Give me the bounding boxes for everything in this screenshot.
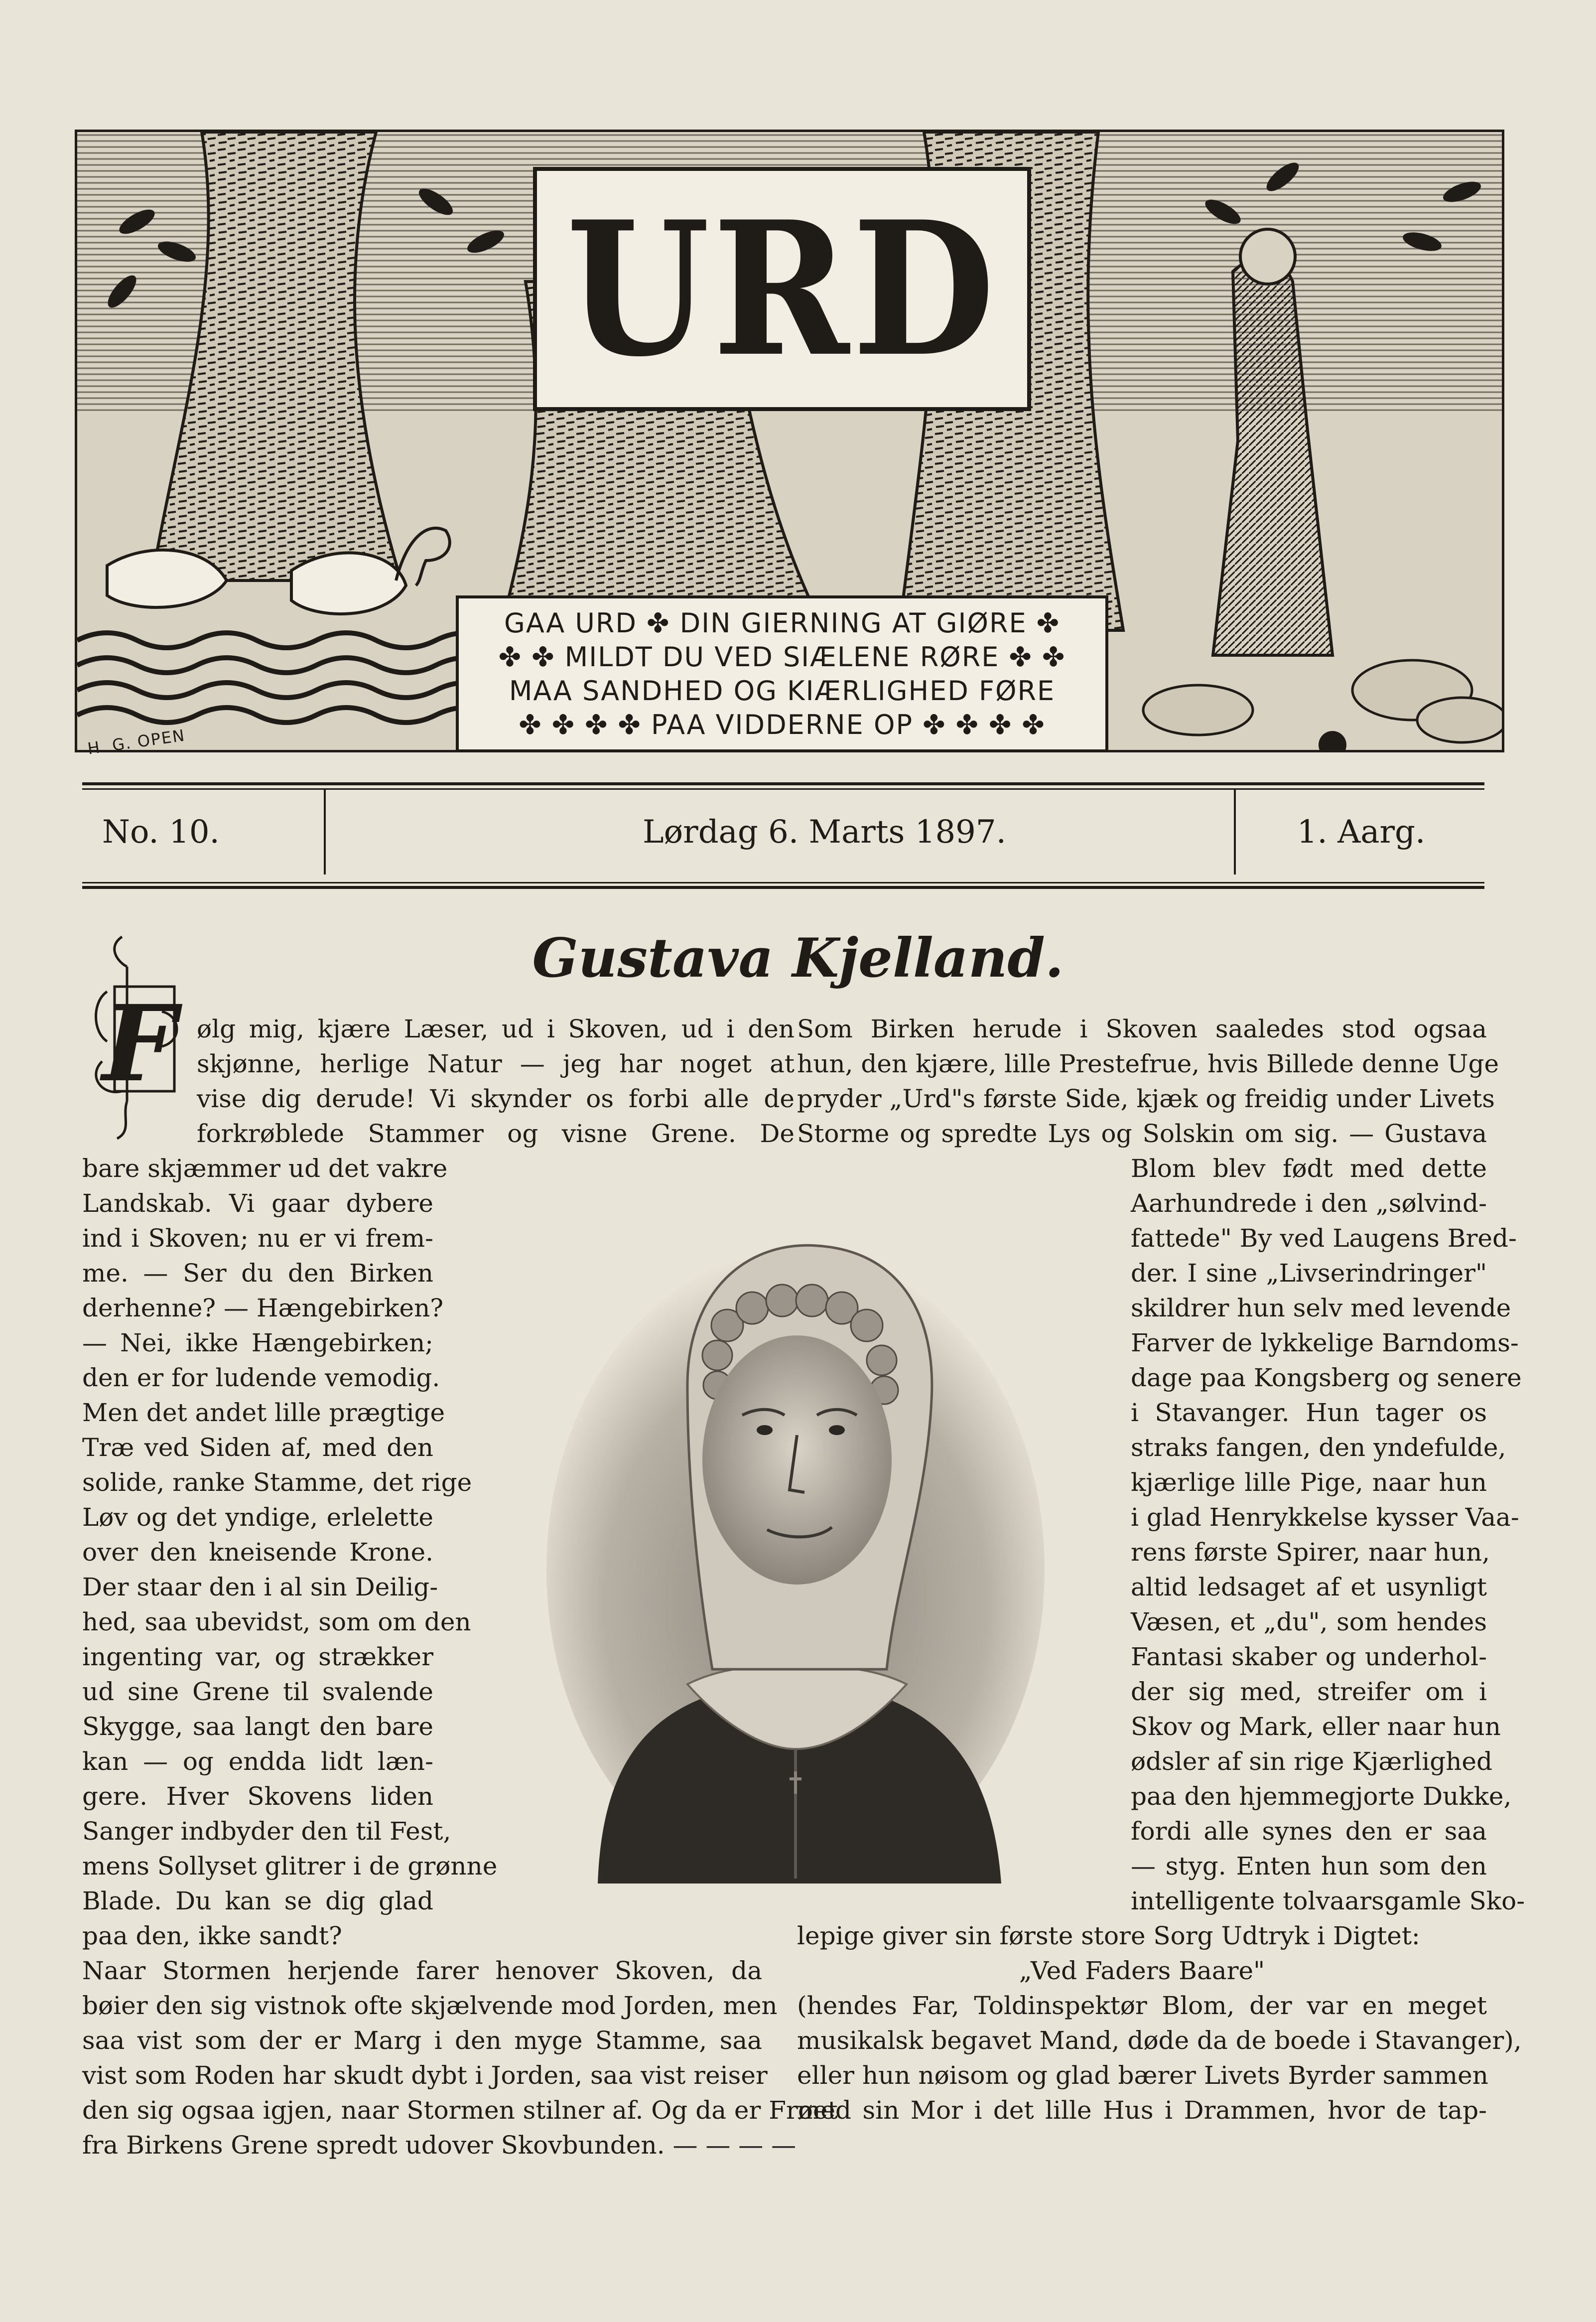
text-line: Løv og det yndige, erlelette xyxy=(82,1503,433,1532)
text-line: Blom blev født med dette xyxy=(1131,1154,1487,1183)
text-line: hed, saa ubevidst, som om den xyxy=(82,1607,471,1636)
text-line: Landskab. Vi gaar dybere xyxy=(82,1189,433,1218)
text-line: intelligente tolvaarsgamle Sko- xyxy=(1131,1887,1525,1915)
text-line: Der staar den i al sin Deilig- xyxy=(82,1573,438,1601)
text-line: solide, ranke Stamme, det rige xyxy=(82,1468,472,1497)
text-line: ingenting var, og strækker xyxy=(82,1642,433,1671)
text-line: fra Birkens Grene spredt udover Skovbunden. — — — — xyxy=(82,2131,797,2160)
text-line: Fantasi skaber og underhol- xyxy=(1131,1642,1487,1671)
text-line: ødsler af sin rige Kjærlighed xyxy=(1131,1747,1493,1776)
text-line: — styg. Enten hun som den xyxy=(1131,1852,1487,1881)
text-line: gere. Hver Skovens liden xyxy=(82,1782,433,1811)
masthead-motto xyxy=(456,595,1108,752)
text-line: pryder „Urd"s første Side, kjæk og freidig under Livets xyxy=(797,1084,1495,1113)
text-line: — Nei, ikke Hængebirken; xyxy=(82,1328,433,1357)
motto-line: ✤ ✤ ✤ ✤ PAA VIDDERNE OP ✤ ✤ ✤ ✤ xyxy=(519,709,1046,740)
text-line: Naar Stormen herjende farer henover Skoven, da xyxy=(82,1956,762,1985)
text-line: rens første Spirer, naar hun, xyxy=(1131,1538,1490,1567)
masthead-title-box xyxy=(533,167,1031,411)
text-line: Storme og spredte Lys og Solskin om sig. — Gustava xyxy=(797,1119,1487,1148)
motto-line: ✤ ✤ MILDT DU VED SIÆLENE RØRE ✤ ✤ xyxy=(498,641,1066,673)
text-line: bare skjæmmer ud det vakre xyxy=(82,1154,448,1183)
text-line: der sig med, streifer om i xyxy=(1131,1677,1487,1706)
text-line: Farver de lykkelige Barndoms- xyxy=(1131,1328,1519,1357)
bottom-rule xyxy=(82,886,1484,889)
text-line: fattede" By ved Laugens Bred- xyxy=(1131,1224,1517,1253)
text-line: saa vist som der er Marg i den myge Stamme, saa xyxy=(82,2026,762,2055)
text-line: skildrer hun selv med levende xyxy=(1131,1294,1511,1322)
text-line: forkrøblede Stammer og visne Grene. De xyxy=(197,1119,795,1148)
text-line: vist som Roden har skudt dybt i Jorden, saa vist reiser xyxy=(82,2061,768,2090)
text-line: musikalsk begavet Mand, døde da de boede i Stavanger), xyxy=(797,2026,1522,2055)
text-line: med sin Mor i det lille Hus i Drammen, hvor de tap- xyxy=(797,2096,1487,2125)
column-divider xyxy=(324,790,326,874)
text-line: derhenne? — Hængebirken? xyxy=(82,1294,444,1322)
text-line: Blade. Du kan se dig glad xyxy=(82,1887,433,1915)
text-line: ølg mig, kjære Læser, ud i Skoven, ud i den xyxy=(197,1015,795,1043)
text-line: den er for ludende vemodig. xyxy=(82,1363,440,1392)
text-line: ind i Skoven; nu er vi frem- xyxy=(82,1224,433,1253)
text-line: Men det andet lille prægtige xyxy=(82,1398,445,1427)
article-title: Gustava Kjelland. xyxy=(532,927,1064,990)
text-line: vise dig derude! Vi skynder os forbi alle de xyxy=(197,1084,795,1113)
text-line: ud sine Grene til svalende xyxy=(82,1677,433,1706)
text-line: Væsen, et „du", som hendes xyxy=(1131,1607,1487,1636)
text-line: skjønne, herlige Natur — jeg har noget at xyxy=(197,1049,795,1078)
text-line: Aarhundrede i den „sølvind- xyxy=(1131,1189,1487,1218)
portrait-photo xyxy=(538,1221,1054,1884)
text-line: „Ved Faders Baare" xyxy=(1019,1956,1265,1985)
text-line: kjærlige lille Pige, naar hun xyxy=(1131,1468,1487,1497)
text-line: paa den, ikke sandt? xyxy=(82,1921,342,1950)
text-line: Som Birken herude i Skoven saaledes stod ogsaa xyxy=(797,1015,1487,1043)
text-line: fordi alle synes den er saa xyxy=(1131,1817,1487,1846)
issue-number: No. 10. xyxy=(102,814,220,851)
text-line: mens Sollyset glitrer i de grønne xyxy=(82,1852,498,1881)
text-line: Skov og Mark, eller naar hun xyxy=(1131,1712,1501,1741)
text-line: dage paa Kongsberg og senere xyxy=(1131,1363,1522,1392)
text-line: over den kneisende Krone. xyxy=(82,1538,433,1567)
text-line: (hendes Far, Toldinspektør Blom, der var en meget xyxy=(797,1991,1487,2020)
text-line: me. — Ser du den Birken xyxy=(82,1259,433,1288)
text-line: hun, den kjære, lille Prestefrue, hvis Billede denne Uge xyxy=(797,1049,1499,1078)
column-divider xyxy=(1234,790,1236,874)
text-line: den sig ogsaa igjen, naar Stormen stilner af. Og da er Frøet xyxy=(82,2096,838,2125)
issue-date: Lørdag 6. Marts 1897. xyxy=(643,814,1006,851)
artist-signature: H. G. OPEN xyxy=(86,726,187,758)
text-line: altid ledsaget af et usynligt xyxy=(1131,1573,1487,1601)
text-line: bøier den sig vistnok ofte skjælvende mod Jorden, men xyxy=(82,1991,778,2020)
text-line: paa den hjemmegjorte Dukke, xyxy=(1131,1782,1512,1811)
bottom-rule-thin xyxy=(82,882,1484,883)
motto-line: MAA SANDHED OG KIÆRLIGHED FØRE xyxy=(509,675,1056,707)
drop-cap-letter: F xyxy=(102,982,177,1105)
text-line: Skygge, saa langt den bare xyxy=(82,1712,433,1741)
text-line: i glad Henrykkelse kysser Vaa- xyxy=(1131,1503,1519,1532)
top-rule xyxy=(82,782,1484,785)
issue-year: 1. Aarg. xyxy=(1297,814,1426,851)
text-line: straks fangen, den yndefulde, xyxy=(1131,1433,1506,1462)
text-line: lepige giver sin første store Sorg Udtryk i Digtet: xyxy=(797,1921,1420,1950)
text-line: der. I sine „Livserindringer" xyxy=(1131,1259,1487,1288)
text-line: kan — og endda lidt læn- xyxy=(82,1747,433,1776)
text-line: Sanger indbyder den til Fest, xyxy=(82,1817,451,1846)
text-line: Træ ved Siden af, med den xyxy=(82,1433,433,1462)
publication-title: URD xyxy=(566,180,998,398)
issue-bar xyxy=(82,790,1484,874)
text-line: i Stavanger. Hun tager os xyxy=(1131,1398,1487,1427)
text-line: eller hun nøisom og glad bærer Livets Byrder sammen xyxy=(797,2061,1488,2090)
motto-line: GAA URD ✤ DIN GIERNING AT GIØRE ✤ xyxy=(504,607,1061,639)
